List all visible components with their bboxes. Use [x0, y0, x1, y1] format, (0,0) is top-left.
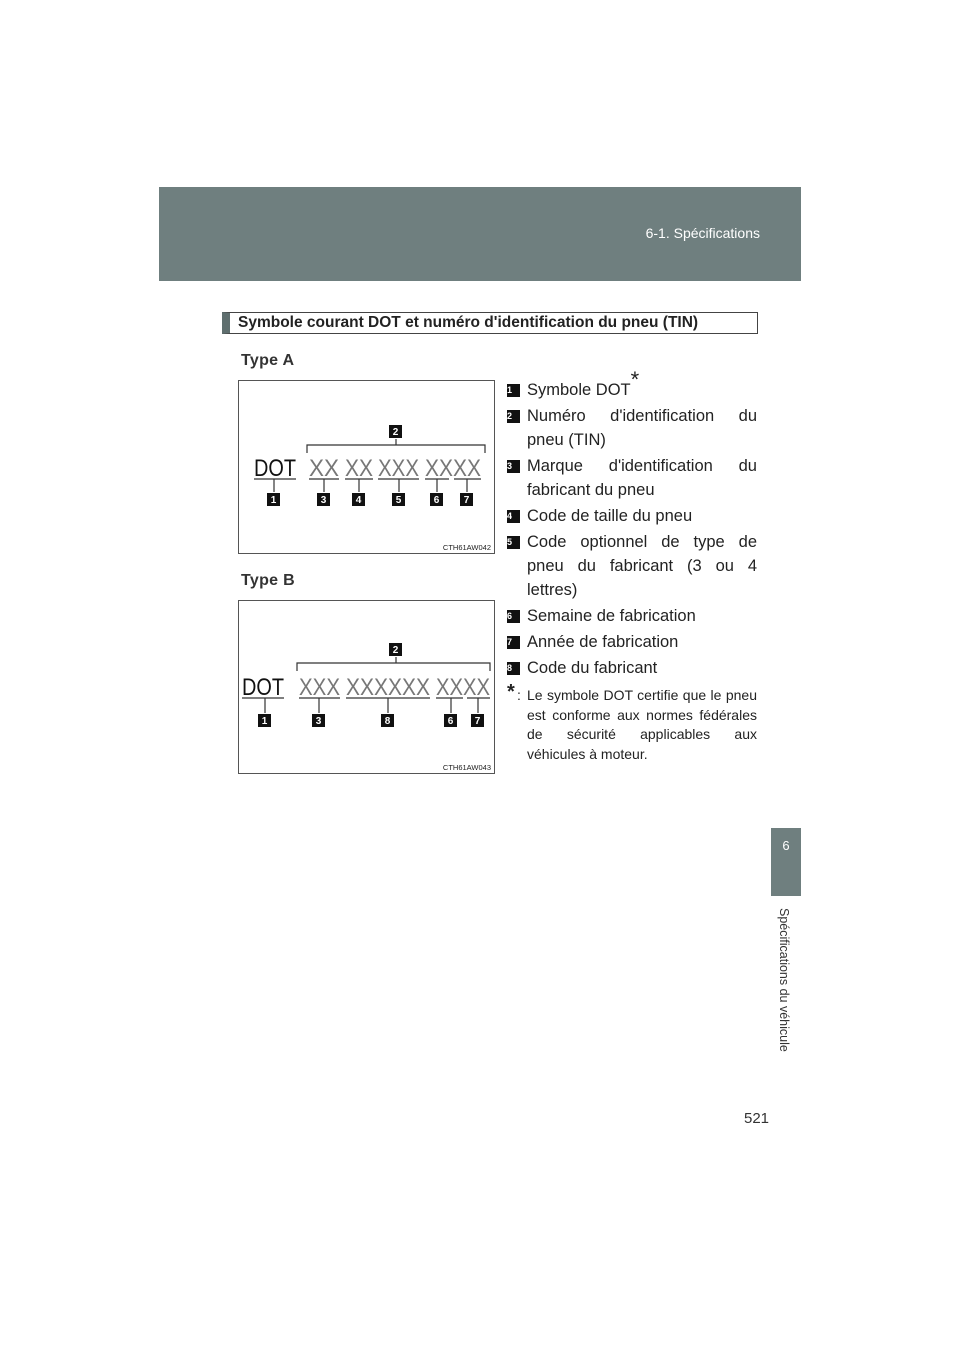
section-heading-text: Symbole courant DOT et numéro d'identification du pneu (TIN) — [238, 314, 699, 331]
type-a-callout-3: 3 — [320, 495, 327, 506]
chapter-title: Spécifications du véhicule — [777, 908, 791, 1052]
chapter-number: 6 — [782, 838, 790, 853]
header-section-title: 6-1. Spécifications — [645, 225, 760, 241]
type-b-group-2: XXXXXX — [346, 674, 430, 701]
legend-text: Code optionnel de type de pneu du fabricant (3 ou 4 lettres) — [527, 533, 757, 599]
type-a-figure-code: CTH61AW042 — [442, 543, 491, 552]
type-b-figure — [238, 600, 495, 774]
type-a-callout-5: 5 — [395, 495, 402, 506]
legend-item — [507, 656, 757, 680]
legend-item — [507, 530, 757, 602]
legend-text: Code de taille du pneu — [527, 507, 693, 525]
legend-item — [507, 404, 757, 452]
type-b-label: Type B — [241, 572, 295, 589]
legend-number: 3 — [507, 460, 520, 473]
legend-item — [507, 504, 757, 528]
page-header — [159, 187, 801, 281]
footnote — [507, 681, 757, 764]
type-b-callout-6: 6 — [447, 716, 454, 727]
type-b-figure-code: CTH61AW043 — [442, 763, 491, 772]
type-a-group-1: XX — [309, 455, 339, 482]
legend-number: 8 — [507, 662, 520, 675]
type-a-dot-text: DOT — [254, 455, 297, 482]
type-b-dot-text: DOT — [242, 674, 285, 701]
legend-item — [507, 604, 757, 628]
legend-text: Numéro d'identification du pneu (TIN) — [527, 407, 757, 449]
legend-text: Marque d'identification du fabricant du pneu — [527, 457, 757, 499]
legend-number: 2 — [507, 410, 520, 423]
legend-number: 4 — [507, 510, 520, 523]
type-a-group-2: XX — [345, 455, 373, 482]
legend-list — [507, 366, 757, 764]
type-b-callout-8: 8 — [384, 716, 391, 727]
legend-number: 1 — [507, 384, 520, 397]
footnote-colon: : — [517, 687, 521, 703]
legend-text: Code du fabricant — [527, 659, 658, 677]
page-number: 521 — [744, 1110, 770, 1127]
legend-item — [507, 454, 757, 502]
type-b-group-3: XXXX — [436, 674, 490, 701]
legend-item — [507, 630, 757, 654]
type-b-callout-2: 2 — [392, 645, 399, 656]
chapter-tab — [771, 828, 801, 896]
type-a-callout-6: 6 — [433, 495, 440, 506]
chapter-side-title — [770, 908, 800, 1078]
legend-text: Année de fabrication — [527, 633, 679, 651]
footnote-star: * — [507, 681, 515, 703]
legend-number: 6 — [507, 610, 520, 623]
type-b-callout-3: 3 — [315, 716, 322, 727]
type-a-group-3: XXX — [378, 455, 419, 482]
legend-number: 7 — [507, 636, 520, 649]
legend-number: 5 — [507, 536, 520, 549]
type-a-group-4: XXXX — [425, 455, 481, 482]
type-a-callout-7: 7 — [463, 495, 470, 506]
type-a-label: Type A — [241, 352, 295, 369]
footnote-text: Le symbole DOT certifie que le pneu est conforme aux normes fédérales de sécurité applicables aux véhicules à moteur. — [527, 687, 757, 762]
type-b-callout-1: 1 — [261, 716, 268, 727]
legend-text: Semaine de fabrication — [527, 607, 696, 625]
type-b-callout-7: 7 — [474, 716, 481, 727]
type-b-group-1: XXX — [299, 674, 340, 701]
type-a-figure — [238, 380, 495, 554]
section-heading — [222, 312, 758, 334]
type-a-callout-1: 1 — [270, 495, 277, 506]
legend-item — [507, 366, 757, 402]
footnote-marker: * — [630, 366, 640, 392]
legend-text: Symbole DOT — [527, 381, 631, 399]
type-a-callout-4: 4 — [355, 495, 362, 506]
type-a-callout-2: 2 — [392, 427, 399, 438]
